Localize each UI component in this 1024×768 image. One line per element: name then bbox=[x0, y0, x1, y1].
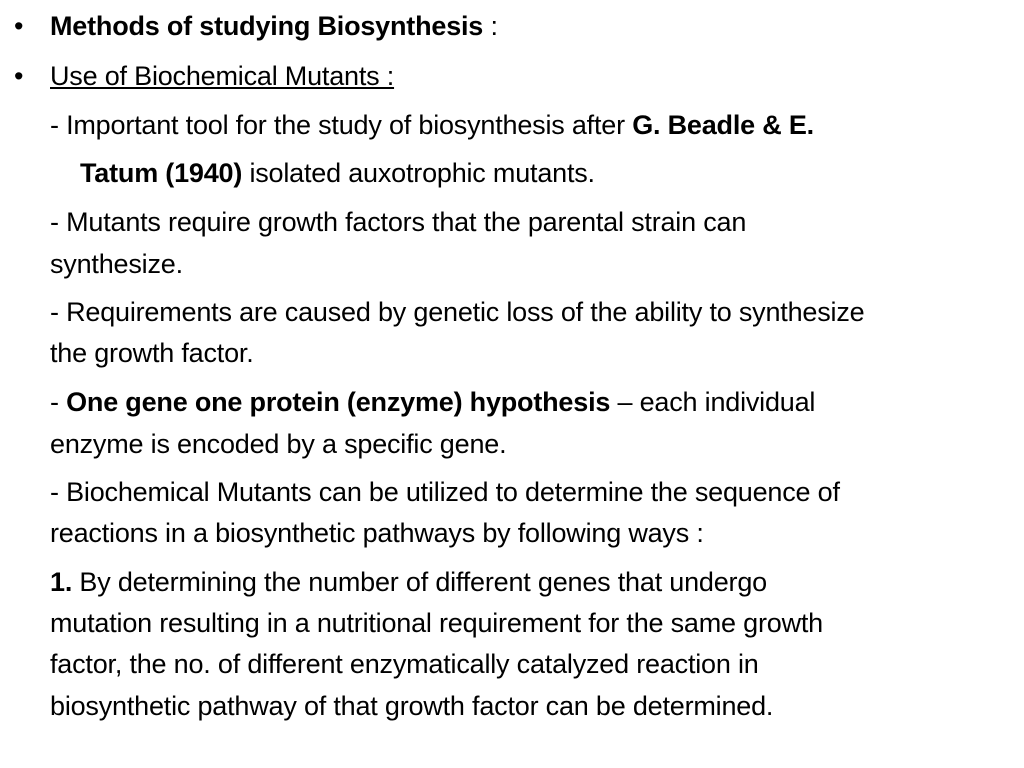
bullet-dot: • bbox=[14, 61, 24, 91]
heading-methods-title: Methods of studying Biosynthesis bbox=[50, 11, 484, 41]
paragraph-3-line-2: the growth factor. bbox=[50, 338, 254, 368]
paragraph-1-line-2 bbox=[80, 153, 595, 194]
p4-rest: – each individual bbox=[610, 387, 816, 417]
p1-lead: - Important tool for the study of biosynthesis after bbox=[50, 110, 633, 140]
heading-biochemical-mutants bbox=[50, 56, 394, 97]
bullet-dot: • bbox=[14, 11, 24, 41]
p4-dash: - bbox=[50, 387, 67, 417]
p6-line1-text: By determining the number of different genes that undergo bbox=[72, 567, 767, 597]
p1-bold-beadle: G. Beadle & E. bbox=[632, 110, 814, 140]
paragraph-6-line-2: mutation resulting in a nutritional requirement for the same growth bbox=[50, 608, 824, 638]
heading-methods-suffix: : bbox=[483, 11, 498, 41]
p1-rest: isolated auxotrophic mutants. bbox=[242, 158, 595, 188]
paragraph-6-line-3: factor, the no. of different enzymatically catalyzed reaction in bbox=[50, 649, 759, 679]
heading-biochemical-mutants-title: Use of Biochemical Mutants : bbox=[50, 61, 395, 91]
p4-bold-hypothesis: One gene one protein (enzyme) hypothesis bbox=[66, 387, 611, 417]
paragraph-3-line-1: - Requirements are caused by genetic loss of the ability to synthesize bbox=[50, 297, 865, 327]
p6-number: 1. bbox=[50, 567, 73, 597]
paragraph-4-line-1 bbox=[50, 382, 815, 423]
paragraph-2-line-2: synthesize. bbox=[50, 249, 183, 279]
paragraph-5-line-2: reactions in a biosynthetic pathways by following ways : bbox=[50, 518, 704, 548]
paragraph-6-line-4: biosynthetic pathway of that growth factor can be determined. bbox=[50, 691, 774, 721]
paragraph-4-line-2: enzyme is encoded by a specific gene. bbox=[50, 429, 507, 459]
p1-bold-tatum: Tatum (1940) bbox=[80, 158, 243, 188]
paragraph-1-line-1 bbox=[50, 105, 814, 146]
paragraph-2-line-1: - Mutants require growth factors that the parental strain can bbox=[50, 207, 747, 237]
heading-methods bbox=[50, 6, 498, 47]
paragraph-5-line-1: - Biochemical Mutants can be utilized to determine the sequence of bbox=[50, 477, 840, 507]
paragraph-6-line-1 bbox=[50, 562, 767, 603]
